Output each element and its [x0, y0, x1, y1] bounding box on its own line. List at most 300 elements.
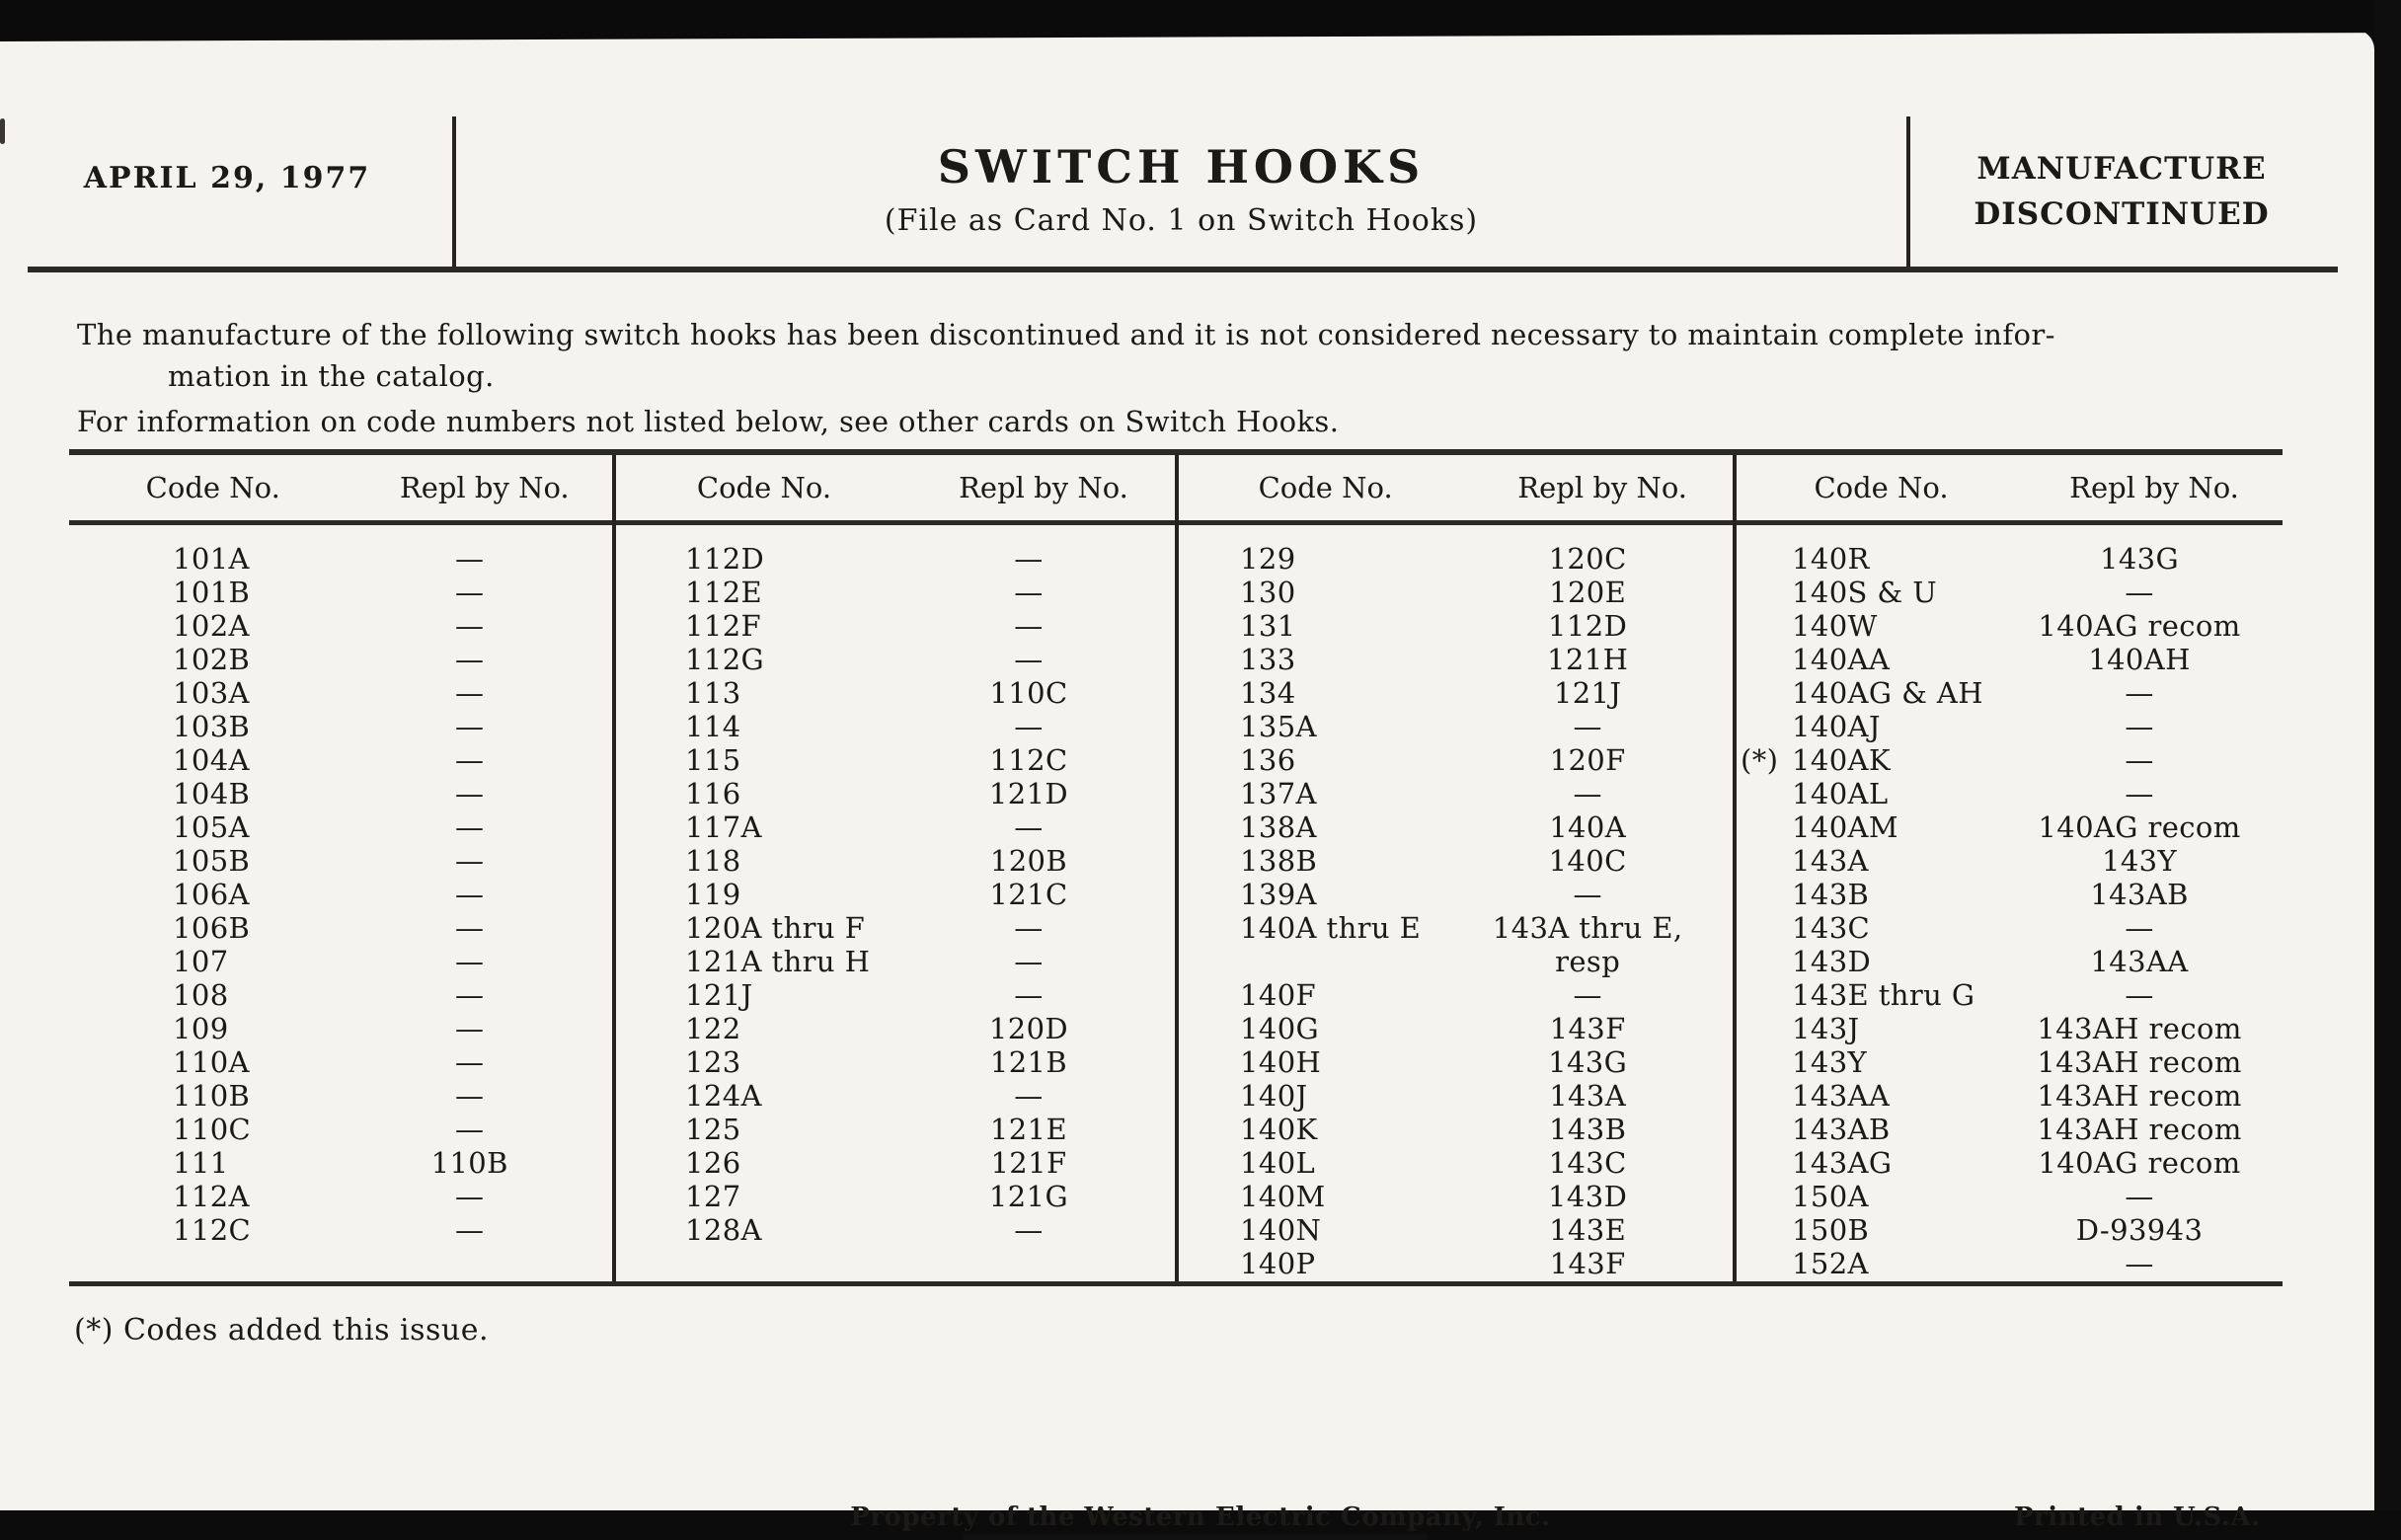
- repl-cell: 143AB: [2090, 878, 2189, 911]
- table-row: [69, 710, 612, 743]
- table-row: [1179, 576, 1733, 609]
- code-cell: 103A: [173, 676, 250, 710]
- code-cell: 120A thru F: [685, 911, 866, 945]
- column-body: [616, 542, 1175, 1247]
- repl-cell: 140A: [1549, 810, 1627, 844]
- code-cell: 122: [685, 1012, 741, 1045]
- table-row: [69, 978, 612, 1012]
- code-cell: 134: [1240, 676, 1296, 710]
- table-row: [1737, 777, 2283, 810]
- repl-cell: 143A: [1549, 1079, 1627, 1113]
- code-cell: 127: [685, 1180, 741, 1213]
- table-row: [69, 878, 612, 911]
- table-row: [616, 542, 1175, 576]
- code-cell: 109: [173, 1012, 229, 1045]
- code-cell: 143J: [1792, 1012, 1860, 1045]
- table-row: [616, 1180, 1175, 1213]
- code-cell: 106A: [173, 878, 250, 911]
- table-row: [69, 643, 612, 676]
- table-row: [69, 810, 612, 844]
- code-cell: 140N: [1240, 1213, 1322, 1247]
- column-body: [1737, 542, 2283, 1280]
- table-row: [1737, 1113, 2283, 1146]
- code-cell: 117A: [685, 810, 762, 844]
- table-row: [1179, 609, 1733, 643]
- code-cell: [1179, 945, 1472, 978]
- table-row: [1179, 1213, 1733, 1247]
- repl-cell: —: [455, 878, 485, 911]
- table-column-4: [1733, 455, 2283, 1281]
- repl-cell: 121H: [1547, 643, 1629, 676]
- code-cell: 106B: [173, 911, 251, 945]
- table-row: [1179, 911, 1733, 945]
- column-header: [1737, 455, 2283, 520]
- repl-cell: —: [1014, 1079, 1044, 1113]
- table-row: [69, 911, 612, 945]
- code-cell: 143A: [1792, 844, 1869, 878]
- table-row: [1737, 1247, 2283, 1280]
- code-cell: 131: [1240, 609, 1296, 643]
- repl-cell: 120F: [1549, 743, 1626, 777]
- code-cell: 102B: [173, 643, 251, 676]
- code-cell: 105B: [173, 844, 251, 878]
- table-row: [616, 1045, 1175, 1079]
- code-cell: 140AG & AH: [1792, 676, 1983, 710]
- code-cell: 150B: [1792, 1213, 1870, 1247]
- table-row: [1737, 1213, 2283, 1247]
- table-row: [1737, 1079, 2283, 1113]
- code-cell: 124A: [685, 1079, 762, 1113]
- repl-cell: —: [455, 743, 485, 777]
- table-row: [1179, 1180, 1733, 1213]
- code-cell: (*) 140AK: [1741, 743, 1891, 777]
- repl-cell: D-93943: [2075, 1213, 2204, 1247]
- repl-cell: 140AG recom: [2038, 810, 2241, 844]
- code-cell: 140A thru E: [1240, 911, 1422, 945]
- code-cell: 133: [1240, 643, 1296, 676]
- repl-cell: —: [2125, 710, 2154, 743]
- code-cell: 110A: [173, 1045, 250, 1079]
- footnote: (*) Codes added this issue.: [74, 1313, 490, 1348]
- repl-cell: 143D: [1548, 1180, 1628, 1213]
- table-row: [1737, 643, 2283, 676]
- code-cell: 138A: [1240, 810, 1317, 844]
- code-cell: 143B: [1792, 878, 1870, 911]
- repl-cell: 140AH: [2088, 643, 2191, 676]
- table-row: [616, 978, 1175, 1012]
- repl-cell: 121G: [988, 1180, 1069, 1213]
- table-row: [616, 1079, 1175, 1113]
- table-row: [1737, 1012, 2283, 1045]
- table-row: [1737, 878, 2283, 911]
- code-cell: 140L: [1240, 1146, 1316, 1180]
- repl-cell: —: [455, 576, 485, 609]
- table-row: [1179, 1079, 1733, 1113]
- header-underline: [616, 520, 1175, 525]
- table-row: [69, 576, 612, 609]
- code-cell: 143AG: [1792, 1146, 1893, 1180]
- table-row: [1737, 676, 2283, 710]
- table-row: [1737, 810, 2283, 844]
- repl-cell: —: [1573, 777, 1602, 810]
- code-cell: 114: [685, 710, 741, 743]
- repl-cell: 143G: [2099, 542, 2180, 576]
- table-row: [1737, 945, 2283, 978]
- repl-cell: 110C: [989, 676, 1068, 710]
- table-row: [616, 844, 1175, 878]
- repl-cell: —: [1014, 945, 1044, 978]
- code-cell: 110B: [173, 1079, 251, 1113]
- code-cell: 101B: [173, 576, 251, 609]
- code-cell: 140S & U: [1792, 576, 1938, 609]
- repl-cell: 121C: [989, 878, 1068, 911]
- table-column-3: [1175, 455, 1733, 1281]
- table-row: [1737, 1180, 2283, 1213]
- repl-cell: 143F: [1549, 1247, 1626, 1280]
- table-row: [1179, 710, 1733, 743]
- repl-cell: —: [455, 777, 485, 810]
- status-line-2: DISCONTINUED: [1974, 196, 2270, 232]
- code-cell: 143Y: [1792, 1045, 1868, 1079]
- code-cell: 121A thru H: [685, 945, 871, 978]
- repl-cell: 112D: [1548, 609, 1628, 643]
- code-cell: 112A: [173, 1180, 250, 1213]
- table-row: [69, 542, 612, 576]
- repl-cell: 143AH recom: [2037, 1012, 2242, 1045]
- table-column-1: [69, 455, 612, 1281]
- header-underline: [69, 520, 612, 525]
- code-cell: 104B: [173, 777, 251, 810]
- repl-cell: —: [1014, 978, 1044, 1012]
- table-column-2: [612, 455, 1175, 1281]
- code-cell: 140F: [1240, 978, 1317, 1012]
- repl-cell: 143AA: [2090, 945, 2189, 978]
- table-row: [1179, 1247, 1733, 1280]
- repl-cell: 143AH recom: [2037, 1079, 2242, 1113]
- table-row: [1179, 777, 1733, 810]
- intro-paragraph-line-2: mation in the catalog.: [168, 359, 495, 393]
- repl-cell: 143AH recom: [2037, 1045, 2242, 1079]
- table-row: [69, 1213, 612, 1247]
- code-cell: 143AA: [1792, 1079, 1891, 1113]
- table-row: [1179, 542, 1733, 576]
- repl-cell: —: [1014, 710, 1044, 743]
- code-cell: 140R: [1792, 542, 1870, 576]
- code-cell: 140P: [1240, 1247, 1316, 1280]
- table-row: [1179, 1113, 1733, 1146]
- repl-cell: 143C: [1548, 1146, 1627, 1180]
- status-line-1: MANUFACTURE: [1976, 151, 2267, 187]
- code-cell: 140AJ: [1792, 710, 1881, 743]
- code-cell: 140AM: [1792, 810, 1898, 844]
- table-row: [616, 777, 1175, 810]
- table-row: [69, 777, 612, 810]
- table-row: [1737, 542, 2283, 576]
- code-cell: 137A: [1240, 777, 1317, 810]
- code-cell: 139A: [1240, 878, 1317, 911]
- repl-by-no-header: Repl by No.: [959, 471, 1128, 504]
- table-row: [1737, 1045, 2283, 1079]
- code-cell: 143AB: [1792, 1113, 1891, 1146]
- repl-by-no-header: Repl by No.: [399, 471, 570, 504]
- table-row: [1737, 978, 2283, 1012]
- code-cell: 112E: [685, 576, 763, 609]
- column-header: [69, 455, 612, 520]
- code-cell: 112F: [685, 609, 762, 643]
- repl-by-no-header: Repl by No.: [2069, 471, 2239, 504]
- table-row: [69, 1180, 612, 1213]
- repl-cell: 143G: [1548, 1045, 1628, 1079]
- repl-cell: 121J: [1553, 676, 1622, 710]
- repl-cell: —: [1014, 643, 1044, 676]
- repl-cell: —: [455, 810, 485, 844]
- table-row: [69, 1079, 612, 1113]
- scan-right-edge: [2374, 0, 2401, 1510]
- scan-smudge: [963, 1534, 1427, 1540]
- repl-cell: —: [455, 1079, 485, 1113]
- table-row: [1179, 676, 1733, 710]
- code-cell: 112C: [173, 1213, 252, 1247]
- repl-cell: —: [2125, 1180, 2154, 1213]
- table-row: [69, 609, 612, 643]
- repl-cell: —: [1014, 1213, 1044, 1247]
- scan-edge-mark: [0, 118, 5, 144]
- repl-cell: —: [455, 643, 485, 676]
- repl-cell: —: [2125, 676, 2154, 710]
- table-row: [616, 878, 1175, 911]
- table-row: [616, 911, 1175, 945]
- repl-cell: 120D: [988, 1012, 1069, 1045]
- code-cell: 123: [685, 1045, 741, 1079]
- table-row: [616, 710, 1175, 743]
- column-header: [1179, 455, 1733, 520]
- table-row: [1179, 945, 1733, 978]
- table-row: [616, 676, 1175, 710]
- repl-cell: 143B: [1549, 1113, 1627, 1146]
- repl-cell: —: [1573, 978, 1602, 1012]
- repl-cell: —: [2125, 576, 2154, 609]
- repl-cell: 120C: [1548, 542, 1627, 576]
- repl-cell: —: [455, 609, 485, 643]
- code-cell: 140W: [1792, 609, 1878, 643]
- code-cell: 140AA: [1792, 643, 1891, 676]
- intro-paragraph-2: For information on code numbers not listed below, see other cards on Switch Hooks.: [77, 405, 1340, 438]
- code-cell: 116: [685, 777, 741, 810]
- status-banner: [1910, 146, 2333, 237]
- code-cell: 104A: [173, 743, 250, 777]
- table-row: [1179, 1146, 1733, 1180]
- code-cell: 110C: [173, 1113, 252, 1146]
- code-cell: 102A: [173, 609, 250, 643]
- code-cell: 108: [173, 978, 229, 1012]
- repl-cell: —: [455, 710, 485, 743]
- repl-cell: 121B: [989, 1045, 1068, 1079]
- table-row: [69, 844, 612, 878]
- table-row: [69, 945, 612, 978]
- code-cell: 125: [685, 1113, 741, 1146]
- table-row: [69, 1012, 612, 1045]
- table-row: [69, 1113, 612, 1146]
- table-bottom-rule: [69, 1281, 2283, 1286]
- table-row: [1179, 743, 1733, 777]
- code-cell: 113: [685, 676, 741, 710]
- code-cell: 138B: [1240, 844, 1318, 878]
- code-cell: 140H: [1240, 1045, 1322, 1079]
- repl-cell: —: [2125, 743, 2154, 777]
- code-cell: 128A: [685, 1213, 762, 1247]
- code-cell: 121J: [685, 978, 753, 1012]
- code-cell: 152A: [1792, 1247, 1869, 1280]
- repl-cell: 110B: [430, 1146, 508, 1180]
- code-cell: 105A: [173, 810, 250, 844]
- repl-cell: —: [455, 676, 485, 710]
- page-subtitle: (File as Card No. 1 on Switch Hooks): [884, 203, 1479, 238]
- code-cell: 107: [173, 945, 229, 978]
- intro-paragraph-line-1: The manufacture of the following switch hooks has been discontinued and it is not considered necessary to maintain complete infor-: [77, 318, 2055, 351]
- code-no-header: Code No.: [145, 471, 280, 504]
- table-row: [69, 1146, 612, 1180]
- table-row: [616, 1012, 1175, 1045]
- column-body: [69, 542, 612, 1247]
- table-row: [69, 743, 612, 777]
- code-cell: 101A: [173, 542, 250, 576]
- table-row: [616, 1113, 1175, 1146]
- code-no-header: Code No.: [696, 471, 832, 504]
- header-underline: [1737, 520, 2283, 525]
- repl-cell: —: [1014, 542, 1044, 576]
- catalog-card: [0, 30, 2374, 1532]
- table-row: [616, 643, 1175, 676]
- code-cell: 126: [685, 1146, 741, 1180]
- table-row: [616, 743, 1175, 777]
- table-row: [69, 676, 612, 710]
- header-rule: [28, 267, 2338, 272]
- repl-cell: —: [2125, 911, 2154, 945]
- repl-cell: 112C: [989, 743, 1068, 777]
- repl-cell: 120E: [1549, 576, 1627, 609]
- code-cell: 118: [685, 844, 741, 878]
- code-cell: 143C: [1792, 911, 1871, 945]
- table-row: [1737, 1146, 2283, 1180]
- repl-cell: —: [455, 945, 485, 978]
- table-row: [1737, 609, 2283, 643]
- code-cell: 130: [1240, 576, 1296, 609]
- code-cell: 140M: [1240, 1180, 1326, 1213]
- code-cell: 136: [1240, 743, 1296, 777]
- table-row: [1179, 878, 1733, 911]
- repl-cell: —: [1573, 710, 1602, 743]
- column-header: [616, 455, 1175, 520]
- code-cell: 112G: [685, 643, 765, 676]
- printed-notice: Printed in U.S.A.: [2014, 1502, 2261, 1532]
- repl-cell: 143E: [1549, 1213, 1627, 1247]
- repl-cell: —: [455, 978, 485, 1012]
- repl-cell: —: [455, 844, 485, 878]
- repl-cell: 121E: [989, 1113, 1068, 1146]
- repl-cell: 140AG recom: [2038, 609, 2241, 643]
- table-row: [616, 609, 1175, 643]
- code-cell: 111: [173, 1146, 229, 1180]
- table-row: [1179, 978, 1733, 1012]
- table-row: [1737, 911, 2283, 945]
- table-row: [616, 1146, 1175, 1180]
- column-body: [1179, 542, 1733, 1280]
- repl-cell: —: [455, 1113, 485, 1146]
- repl-cell: —: [1573, 878, 1602, 911]
- page-title: SWITCH HOOKS: [937, 140, 1426, 193]
- code-cell: 140G: [1240, 1012, 1320, 1045]
- table-row: [1737, 844, 2283, 878]
- code-cell: 119: [685, 878, 741, 911]
- repl-cell: —: [455, 1012, 485, 1045]
- repl-cell: 121D: [988, 777, 1069, 810]
- repl-cell: —: [2125, 777, 2154, 810]
- issue-date: APRIL 29, 1977: [83, 161, 371, 195]
- repl-cell: 140AG recom: [2038, 1146, 2241, 1180]
- code-cell: 140K: [1240, 1113, 1318, 1146]
- header-underline: [1179, 520, 1733, 525]
- repl-cell: 143F: [1549, 1012, 1626, 1045]
- code-cell: 140AL: [1792, 777, 1889, 810]
- table-row: [1179, 1045, 1733, 1079]
- repl-cell: 143A thru E,: [1492, 911, 1683, 945]
- property-notice: Property of the Western Electric Company, Inc.: [850, 1502, 1551, 1532]
- repl-cell: —: [1014, 576, 1044, 609]
- code-cell: 143D: [1792, 945, 1872, 978]
- repl-cell: 143AH recom: [2037, 1113, 2242, 1146]
- code-cell: 150A: [1792, 1180, 1869, 1213]
- discontinued-codes-table: [69, 449, 2283, 1286]
- repl-cell: —: [455, 542, 485, 576]
- code-cell: 103B: [173, 710, 251, 743]
- table-row: [1179, 844, 1733, 878]
- repl-cell: —: [1014, 810, 1044, 844]
- code-cell: 112D: [685, 542, 765, 576]
- code-no-header: Code No.: [1814, 471, 1949, 504]
- repl-by-no-header: Repl by No.: [1517, 471, 1688, 504]
- code-cell: 129: [1240, 542, 1296, 576]
- code-cell: 115: [685, 743, 741, 777]
- table-row: [69, 1045, 612, 1079]
- table-row: [616, 576, 1175, 609]
- repl-cell: 143Y: [2101, 844, 2178, 878]
- table-row: [1737, 743, 2283, 777]
- table-row: [1737, 710, 2283, 743]
- table-row: [1179, 810, 1733, 844]
- repl-cell: —: [2125, 978, 2154, 1012]
- new-code-asterisk: (*): [1741, 743, 1779, 777]
- repl-cell: —: [1014, 609, 1044, 643]
- repl-cell: 121F: [990, 1146, 1067, 1180]
- table-row: [1179, 643, 1733, 676]
- repl-cell: 140C: [1548, 844, 1627, 878]
- code-cell: 143E thru G: [1792, 978, 1975, 1012]
- repl-cell: —: [2125, 1247, 2154, 1280]
- table-row: [1179, 1012, 1733, 1045]
- table-row: [616, 945, 1175, 978]
- repl-cell: —: [455, 1180, 485, 1213]
- repl-cell: —: [455, 1045, 485, 1079]
- table-row: [616, 1213, 1175, 1247]
- table-row: [1737, 576, 2283, 609]
- repl-cell: —: [1014, 911, 1044, 945]
- repl-cell: resp: [1555, 945, 1621, 978]
- repl-cell: —: [455, 1213, 485, 1247]
- table-row: [616, 810, 1175, 844]
- repl-cell: —: [455, 911, 485, 945]
- code-cell: 140J: [1240, 1079, 1308, 1113]
- code-no-header: Code No.: [1258, 471, 1393, 504]
